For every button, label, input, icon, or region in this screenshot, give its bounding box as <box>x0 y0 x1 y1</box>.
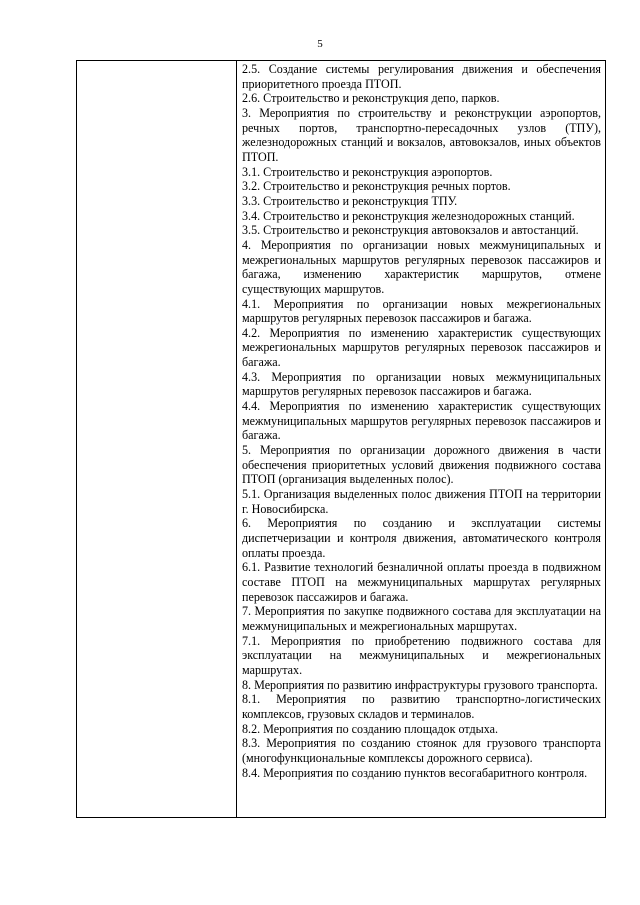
list-item: 8.4. Мероприятия по созданию пунктов весогабаритного контроля. <box>242 765 588 780</box>
list-item: 8.2. Мероприятия по созданию площадок отдыха. <box>242 721 499 736</box>
list-item: 4.4. Мероприятия по изменению характеристик существующих межмуниципальных маршрутов регулярных перевозок пассажиров и багажа. <box>242 399 601 443</box>
list-item: 7.1. Мероприятия по приобретению подвижного состава для эксплуатации на межмуниципальных и межрегиональных маршрутах. <box>242 633 601 677</box>
list-item: 7. Мероприятия по закупке подвижного состава для эксплуатации на межмуниципальных и межрегиональных маршрутах. <box>242 604 601 633</box>
list-item: 2.6. Строительство и реконструкция депо, парков. <box>242 91 500 106</box>
list-item: 4. Мероприятия по организации новых межмуниципальных и межрегиональных маршрутов регулярных перевозок пассажиров и багажа, изменению характеристик маршрутов, отмене существующих маршрутов. <box>242 237 601 296</box>
list-item: 5.1. Организация выделенных полос движения ПТОП на территории г. Новосибирска. <box>242 487 601 516</box>
list-item: 3. Мероприятия по строительству и реконструкции аэропортов, речных портов, транспортно-пересадочных узлов (ТПУ), железнодорожных станций и вокзалов, автовокзалов, иных объектов ПТОП. <box>242 105 601 164</box>
list-item: 4.1. Мероприятия по организации новых межрегиональных маршрутов регулярных перевозок пассажиров и багажа. <box>242 296 601 326</box>
list-item: 8. Мероприятия по развитию инфраструктуры грузового транспорта. <box>242 677 598 692</box>
list-item: 4.3. Мероприятия по организации новых межмуниципальных маршрутов регулярных перевозок пассажиров и багажа. <box>242 369 601 399</box>
list-item: 6.1. Развитие технологий безналичной оплаты проезда в подвижном составе ПТОП на межмуниципальных маршрутах регулярных перевозок пассажиров и багажа. <box>242 560 601 604</box>
table-left-column <box>77 61 237 817</box>
list-item: 3.4. Строительство и реконструкция железнодорожных станций. <box>242 208 575 223</box>
list-item: 3.1. Строительство и реконструкция аэропортов. <box>242 164 493 179</box>
list-item: 8.3. Мероприятия по созданию стоянок для грузового транспорта (многофункциональные комплексы дорожного сервиса). <box>242 736 601 765</box>
list-item: 6. Мероприятия по созданию и эксплуатации системы диспетчеризации и контроля движения, автоматического контроля оплаты проезда. <box>242 516 601 560</box>
list-item: 3.2. Строительство и реконструкция речных портов. <box>242 179 511 194</box>
page-number: 5 <box>317 38 323 50</box>
table-right-column <box>237 61 605 817</box>
list-item: 3.3. Строительство и реконструкция ТПУ. <box>242 193 458 208</box>
measures-table <box>76 60 606 818</box>
list-item: 8.1. Мероприятия по развитию транспортно-логистических комплексов, грузовых складов и терминалов. <box>242 692 601 721</box>
list-item: 3.5. Строительство и реконструкция автовокзалов и автостанций. <box>242 223 579 238</box>
list-item: 4.2. Мероприятия по изменению характеристик существующих межрегиональных маршрутов регулярных перевозок пассажиров и багажа. <box>242 325 601 370</box>
list-item: 5. Мероприятия по организации дорожного движения в части обеспечения приоритетных условий движения подвижного состава ПТОП (организация выделенных полос). <box>242 443 601 487</box>
list-item: 2.5. Создание системы регулирования движения и обеспечения приоритетного проезда ПТОП. <box>242 62 601 91</box>
